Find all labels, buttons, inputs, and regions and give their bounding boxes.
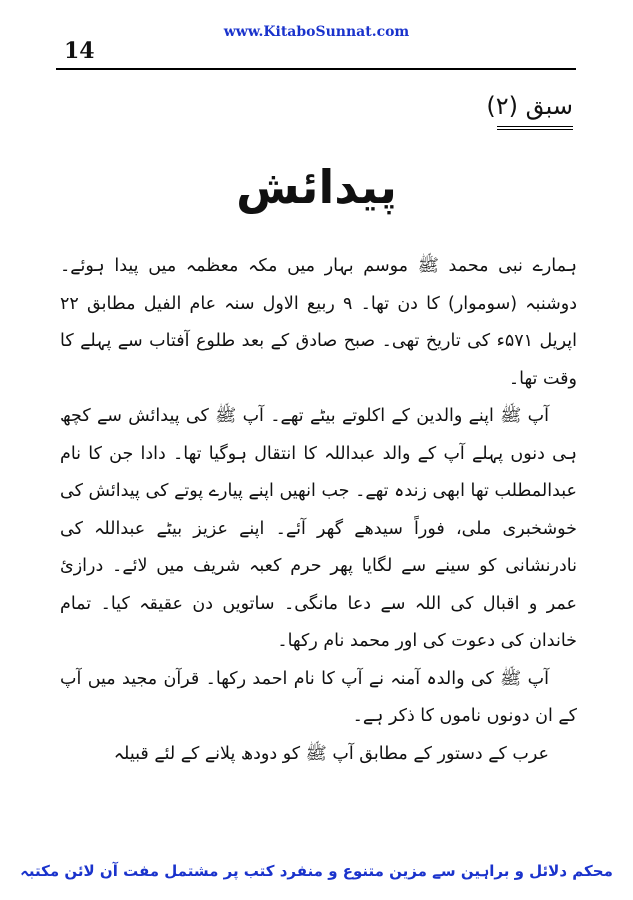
page-number: 14	[64, 38, 95, 64]
footer-banner: محکم دلائل و براہین سے مزین متنوع و منفرد کتب پر مشتمل مفت آن لائن مکتبہ	[20, 862, 613, 880]
chapter-title: پیدائش	[236, 160, 397, 214]
body-text	[60, 248, 577, 773]
header-divider	[56, 68, 576, 70]
lesson-label-underline	[497, 126, 573, 127]
paragraph-family: آپ ﷺ اپنے والدین کے اکلوتے بیٹے تھے۔ آپ ﷺ کی پیدائش سے کچھ ہی دنوں پہلے آپ کے والد عبداللہ کا انتقال ہوگیا تھا۔ دادا جن کا نام عبدالمطلب تھا ابھی زندہ تھے۔ جب انھیں اپنے پیارے پوتے کی پیدائش کی خوشخبری ملی، فوراً سیدھے گھر آئے۔ اپنے عزیز بیٹے عبداللہ کی نادرنشانی کو سینے سے لگایا پھر حرم کعبہ شریف میں لائے۔ درازیٔ عمر و اقبال کی اللہ سے دعا مانگی۔ ساتویں دن عقیقہ کیا۔ تمام خاندان کی دعوت کی اور محمد نام رکھا۔	[60, 406, 577, 651]
site-url[interactable]: www.KitaboSunnat.com	[223, 24, 410, 40]
lesson-label-underline-second	[497, 129, 573, 130]
paragraph-names: آپ ﷺ کی والدہ آمنہ نے آپ کا نام احمد رکھا۔ قرآن مجید میں آپ کے ان دونوں ناموں کا ذکر ہے۔	[60, 668, 577, 726]
paragraph-birth-date: ہمارے نبی محمد ﷺ موسم بہار میں مکہ معظمہ میں پیدا ہوئے۔ دوشنبہ (سوموار) کا دن تھا۔ ۹ ربیع الاول سنہ عام الفیل مطابق ۲۲ اپریل ۵۷۱ء کی تاریخ تھی۔ صبح صادق کے بعد طلوع آفتاب سے پہلے کا وقت تھا۔	[60, 256, 578, 389]
paragraph-nursing: عرب کے دستور کے مطابق آپ ﷺ کو دودھ پلانے کے لئے قبیلہ	[113, 743, 549, 764]
lesson-label: سبق (۲)	[486, 92, 573, 120]
